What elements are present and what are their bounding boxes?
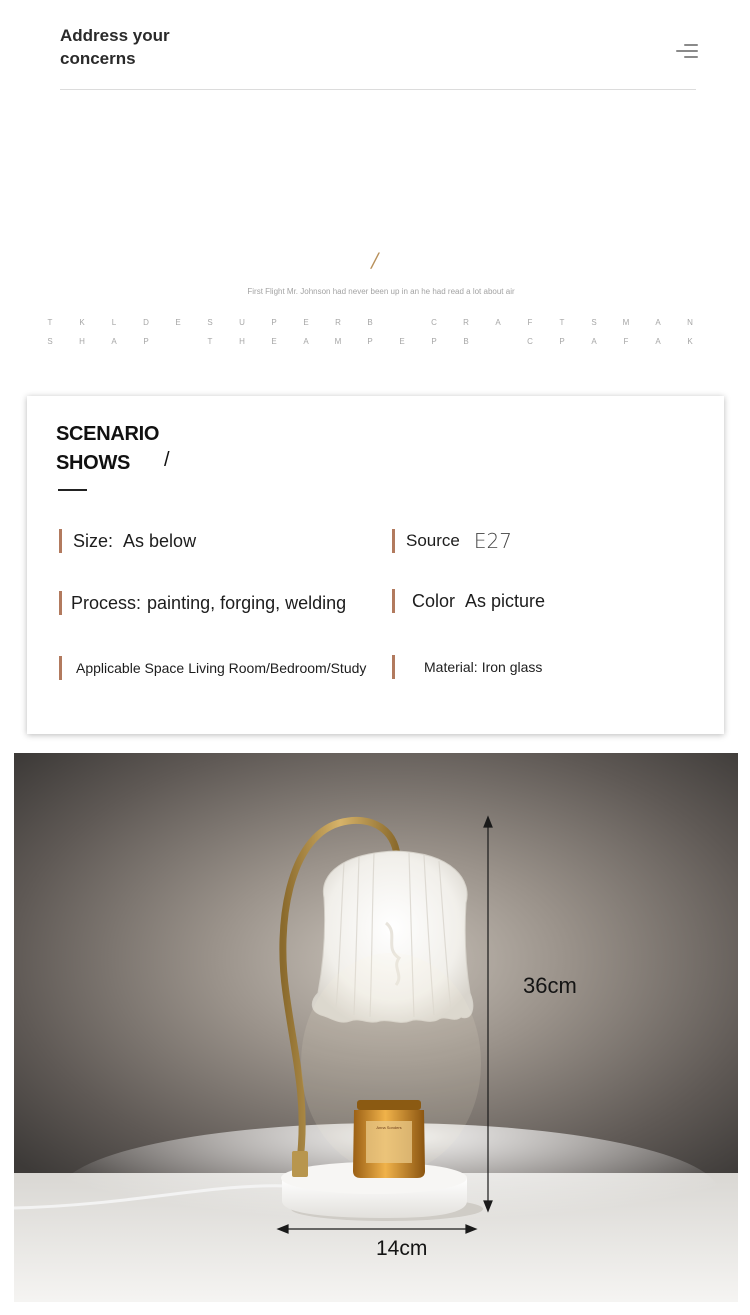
letter-cell (488, 337, 508, 346)
letter-cell: R (463, 318, 469, 327)
letter-cell (392, 318, 412, 327)
letter-cell: B (367, 318, 373, 327)
letter-cell: S (47, 337, 53, 346)
spec-material-value: Iron glass (481, 659, 543, 675)
product-photo (14, 753, 738, 1302)
spec-space (59, 655, 366, 681)
letter-row-1 (40, 318, 700, 327)
spec-color (392, 588, 545, 614)
spec-space-value: Living Room/Bedroom/Study (188, 660, 367, 676)
spec-size-label: Size: (73, 530, 114, 551)
spec-size (59, 528, 196, 554)
spec-bar (59, 656, 62, 680)
card-title-line1: SCENARIO (56, 423, 160, 445)
spec-bar (59, 529, 62, 553)
letter-cell: A (591, 337, 597, 346)
letter-cell: S (591, 318, 597, 327)
letter-cell: A (495, 318, 501, 327)
accent-slash: / (371, 248, 379, 272)
letter-cell: P (271, 318, 277, 327)
spec-source (392, 528, 512, 554)
page-title (60, 24, 260, 70)
letter-cell: H (239, 337, 245, 346)
spec-process-label: Process: (71, 592, 142, 613)
spec-bar (392, 529, 395, 553)
letter-cell: A (303, 337, 309, 346)
letter-cell: H (79, 337, 85, 346)
letter-cell: N (687, 318, 693, 327)
letter-cell: M (622, 318, 630, 327)
letter-cell: P (143, 337, 149, 346)
page-title-line2: concerns (60, 49, 136, 68)
letter-cell: E (303, 318, 309, 327)
letter-cell: E (399, 337, 405, 346)
letter-cell: C (527, 337, 533, 346)
card-title-slash: / (164, 449, 170, 471)
tagline: First Flight Mr. Johnson had never been up in an he had read a lot about air (247, 287, 515, 296)
spec-space-label: Applicable Space (76, 660, 185, 676)
letter-cell: P (367, 337, 373, 346)
letter-cell: T (207, 337, 213, 346)
letter-cell: B (463, 337, 469, 346)
letter-cell: M (334, 337, 342, 346)
letter-cell: D (143, 318, 149, 327)
letter-cell: A (655, 318, 661, 327)
card-title (56, 420, 159, 478)
card-title-underline (58, 489, 87, 491)
letter-cell: A (111, 337, 117, 346)
spec-bar (392, 589, 395, 613)
width-dimension: 14cm (376, 1237, 428, 1260)
letter-cell: K (687, 337, 693, 346)
lamp-illustration (14, 753, 738, 1302)
spec-size-value: As below (123, 530, 197, 551)
card-title-line2: SHOWS (56, 452, 131, 474)
spec-process-value: painting, forging, welding (147, 592, 347, 613)
letter-cell: R (335, 318, 341, 327)
letter-cell: U (239, 318, 245, 327)
letter-cell: E (175, 318, 181, 327)
menu-lines-icon[interactable] (674, 44, 698, 62)
letter-cell: F (623, 337, 629, 346)
spec-process (59, 590, 346, 616)
header-divider (60, 89, 696, 90)
spec-material-label: Material: (424, 659, 478, 675)
letter-cell: P (559, 337, 565, 346)
letter-cell: P (431, 337, 437, 346)
letter-row-2 (40, 337, 700, 346)
page-title-line1: Address your (60, 26, 170, 45)
letter-cell (168, 337, 188, 346)
height-dimension: 36cm (523, 973, 577, 998)
spec-material (392, 654, 542, 680)
letter-cell: T (47, 318, 53, 327)
letter-cell: T (559, 318, 565, 327)
letter-cell: C (431, 318, 437, 327)
spec-bar (59, 591, 62, 615)
letter-cell: F (527, 318, 533, 327)
letter-cell: K (79, 318, 85, 327)
spec-color-label: Color (412, 590, 456, 611)
spec-source-label: Source (406, 531, 460, 550)
jar-label: Anna Sonders (376, 1125, 402, 1130)
letter-cell: A (655, 337, 661, 346)
letter-cell: E (271, 337, 277, 346)
spec-color-value: As picture (465, 590, 546, 611)
scenario-card (27, 396, 724, 734)
letter-cell: S (207, 318, 213, 327)
letter-cell: L (111, 318, 117, 327)
spec-source-value: E27 (473, 529, 512, 553)
spec-bar (392, 655, 395, 679)
